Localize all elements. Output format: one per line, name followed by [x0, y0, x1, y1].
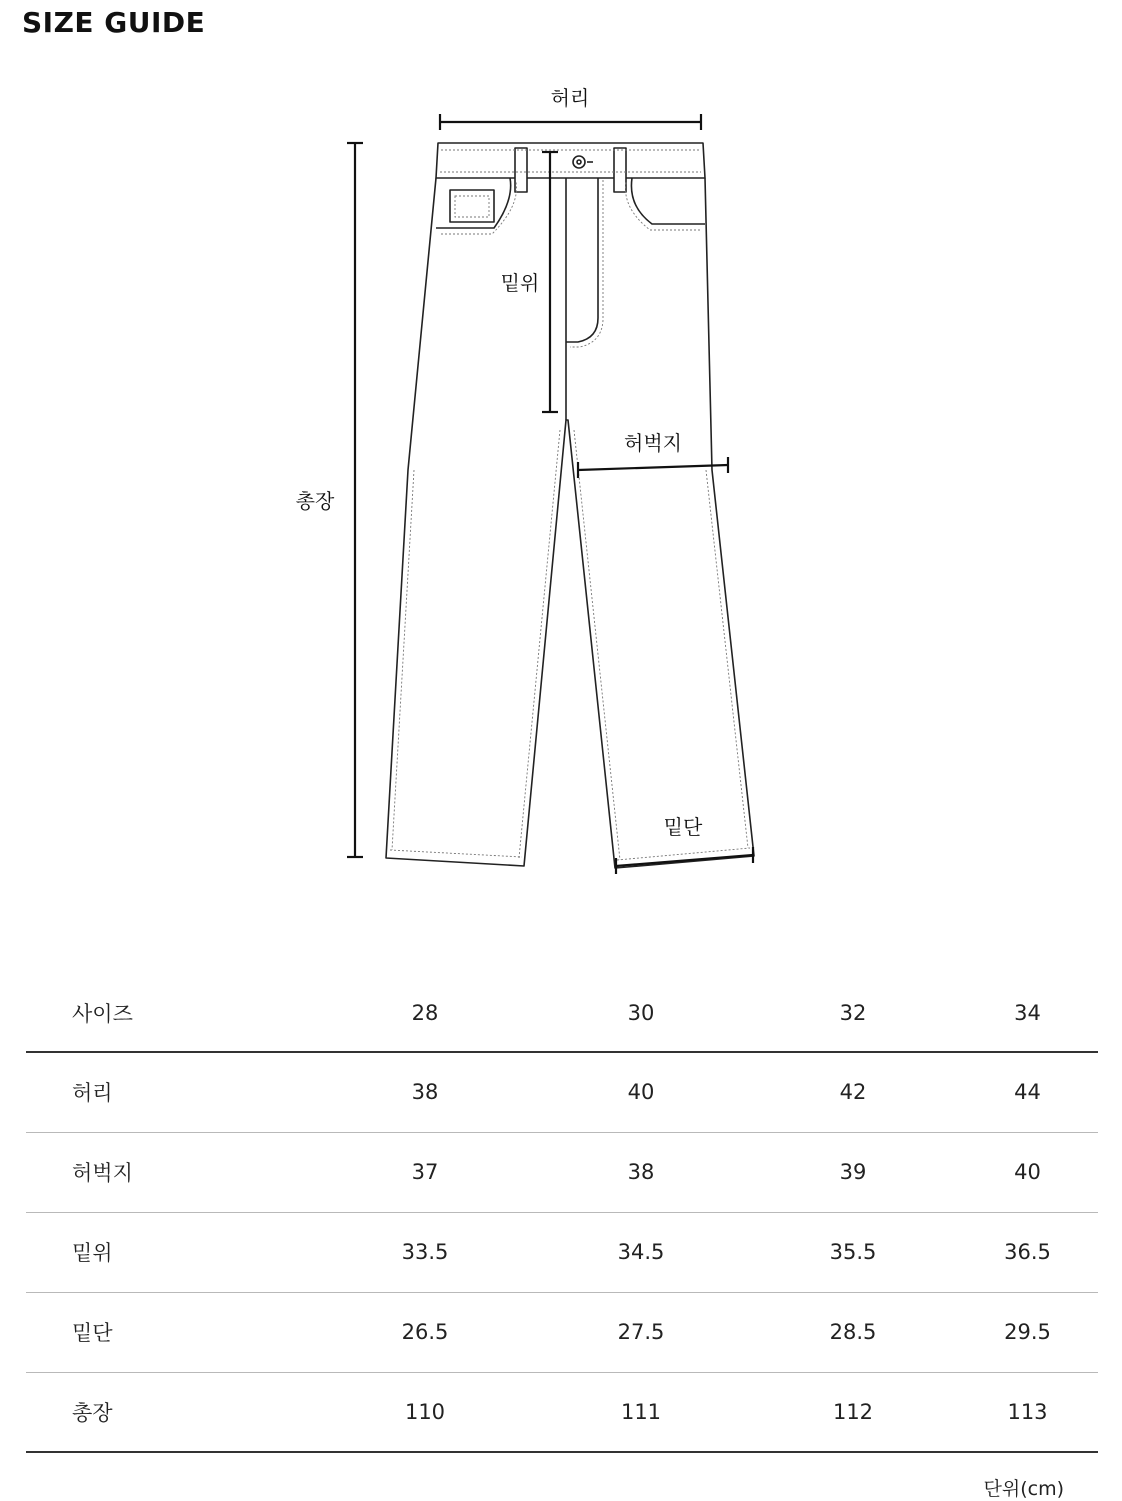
table-cell: 36.5 — [957, 1212, 1098, 1292]
row-label: 밑단 — [26, 1292, 317, 1372]
unit-note: 단위(cm) — [983, 1478, 1064, 1500]
table-cell: 38 — [317, 1052, 533, 1132]
table-cell: 40 — [957, 1132, 1098, 1212]
table-row — [26, 1212, 1098, 1292]
hem-label: 밑단 — [663, 815, 703, 839]
page-title: SIZE GUIDE — [22, 6, 206, 39]
table-cell: 26.5 — [317, 1292, 533, 1372]
waist-label: 허리 — [550, 86, 590, 110]
table-cell: 29.5 — [957, 1292, 1098, 1372]
length-label: 총장 — [295, 489, 335, 513]
size-table — [26, 974, 1098, 1453]
table-header-row — [26, 974, 1098, 1052]
table-cell: 42 — [749, 1052, 957, 1132]
row-label: 밑위 — [26, 1212, 317, 1292]
size-cell: 32 — [749, 974, 957, 1052]
thigh-label: 허벅지 — [624, 431, 682, 455]
size-cell: 34 — [957, 974, 1098, 1052]
table-cell: 110 — [317, 1372, 533, 1452]
table-cell: 35.5 — [749, 1212, 957, 1292]
measure-lines — [347, 114, 753, 874]
row-label: 총장 — [26, 1372, 317, 1452]
table-cell: 112 — [749, 1372, 957, 1452]
rise-label: 밑위 — [500, 271, 540, 295]
header-label: 사이즈 — [26, 974, 317, 1052]
stitching — [390, 150, 750, 860]
table-cell: 38 — [533, 1132, 749, 1212]
table-cell: 33.5 — [317, 1212, 533, 1292]
pants-illustration — [386, 143, 754, 868]
table-cell: 40 — [533, 1052, 749, 1132]
table-row — [26, 1132, 1098, 1212]
table-cell: 28.5 — [749, 1292, 957, 1372]
table-cell: 37 — [317, 1132, 533, 1212]
table-cell: 34.5 — [533, 1212, 749, 1292]
table-row — [26, 1052, 1098, 1132]
size-cell: 28 — [317, 974, 533, 1052]
table-row — [26, 1372, 1098, 1452]
row-label: 허리 — [26, 1052, 317, 1132]
table-cell: 44 — [957, 1052, 1098, 1132]
size-cell: 30 — [533, 974, 749, 1052]
table-cell: 27.5 — [533, 1292, 749, 1372]
row-label: 허벅지 — [26, 1132, 317, 1212]
table-cell: 113 — [957, 1372, 1098, 1452]
table-row — [26, 1292, 1098, 1372]
table-cell: 111 — [533, 1372, 749, 1452]
table-cell: 39 — [749, 1132, 957, 1212]
